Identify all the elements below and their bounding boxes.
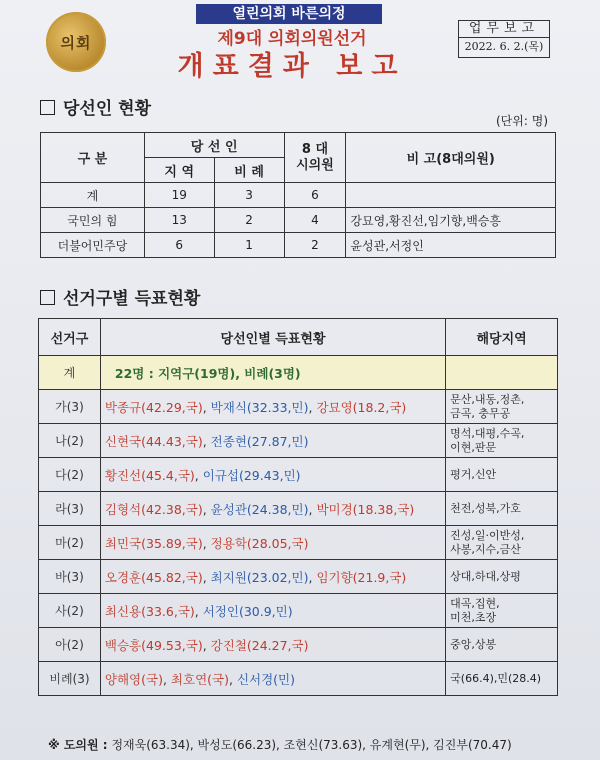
candidate-result: 최신용(33.6,국) — [104, 603, 195, 619]
candidates-cell: 김형석(42.38,국), 윤성관(24.38,민), 박미경(18.38,국) — [100, 492, 445, 526]
candidate-result: 백승흥(49.53,국) — [104, 637, 203, 653]
header-note: 비 고(8대의원) — [346, 133, 556, 183]
candidates-cell: 양해영(국), 최호연(국), 신서경(민) — [100, 662, 445, 696]
candidates-cell: 오경훈(45.82,국), 최지원(23.02,민), 임기향(21.9,국) — [100, 560, 445, 594]
table-row — [39, 526, 558, 560]
candidate-result: 윤성관(24.38,민) — [210, 501, 309, 517]
candidate-result: 강진철(24.27,국) — [210, 637, 309, 653]
unit-label: (단위: 명) — [496, 114, 548, 128]
header-district: 선거구 — [39, 319, 101, 356]
candidates-cell: 박종규(42.29,국), 박재식(32.33,민), 강묘영(18.2,국) — [100, 390, 445, 424]
district-cell: 사(2) — [39, 594, 101, 628]
table-row: 계 19 3 6 — [41, 183, 556, 208]
header-votes: 당선인별 득표현황 — [100, 319, 445, 356]
district-cell: 라(3) — [39, 492, 101, 526]
area-cell: 천전,성북,가호 — [446, 492, 558, 526]
footer-note: ※ 도의원 : 정재욱(63.34), 박성도(66.23), 조현신(73.63), 유계현(무), 김진부(70.47) — [48, 738, 512, 752]
candidate-result: 오경훈(45.82,국) — [104, 569, 203, 585]
district-cell: 바(3) — [39, 560, 101, 594]
candidates-cell: 최민국(35.89,국), 정용학(28.05,국) — [100, 526, 445, 560]
table-row — [39, 594, 558, 628]
area-cell: 문산,내동,정촌, 금곡, 충무공 — [446, 390, 558, 424]
district-cell: 아(2) — [39, 628, 101, 662]
candidate-result: 정용학(28.05,국) — [210, 535, 309, 551]
slogan-banner: 열린의회 바른의정 — [196, 4, 382, 24]
district-cell: 다(2) — [39, 458, 101, 492]
area-cell: 중앙,상봉 — [446, 628, 558, 662]
section-votes-title: 선거구별 득표현황 — [40, 284, 200, 309]
candidate-result: 최민국(35.89,국) — [104, 535, 203, 551]
council-seal-icon: 의회 — [46, 12, 106, 72]
header-category: 구 분 — [41, 133, 145, 183]
area-cell: 명석,대평,수곡, 이현,판문 — [446, 424, 558, 458]
candidate-result: 전종현(27.87,민) — [210, 433, 309, 449]
header-district: 지 역 — [144, 158, 214, 183]
candidate-result: 강묘영(18.2,국) — [316, 399, 407, 415]
checkbox-square-icon — [40, 290, 55, 305]
candidate-result: 황진선(45.4,국) — [104, 467, 195, 483]
area-cell: 진성,일·이반성, 사봉,지수,금산 — [446, 526, 558, 560]
table-row — [39, 492, 558, 526]
candidate-result: 박재식(32.33,민) — [210, 399, 309, 415]
candidates-cell: 신현국(44.43,국), 전종현(27.87,민) — [100, 424, 445, 458]
candidate-result: 임기향(21.9,국) — [316, 569, 407, 585]
candidate-result: 신서경(민) — [236, 671, 295, 687]
table-row: 국민의 힘 13 2 4 강묘영,황진선,임기향,백승흥 — [41, 208, 556, 233]
votes-table — [38, 318, 558, 696]
candidate-result: 양해영(국) — [104, 671, 163, 687]
header-area: 해당지역 — [446, 319, 558, 356]
report-label: 업무보고 — [468, 21, 540, 36]
district-cell: 가(3) — [39, 390, 101, 424]
district-cell: 나(2) — [39, 424, 101, 458]
report-box — [458, 20, 550, 58]
elected-summary-table — [40, 132, 556, 258]
report-subtitle: 제9대 의회의원선거 — [217, 29, 367, 49]
candidate-result: 신현국(44.43,국) — [104, 433, 203, 449]
table-row — [39, 662, 558, 696]
area-cell: 평거,신안 — [446, 458, 558, 492]
candidate-result: 박미경(18.38,국) — [316, 501, 415, 517]
checkbox-square-icon — [40, 100, 55, 115]
candidates-cell: 최신용(33.6,국), 서정인(30.9,민) — [100, 594, 445, 628]
district-cell: 비례(3) — [39, 662, 101, 696]
table-row — [39, 458, 558, 492]
table-row — [39, 628, 558, 662]
area-cell: 국(66.4),민(28.4) — [446, 662, 558, 696]
candidate-result: 서정인(30.9,민) — [202, 603, 293, 619]
total-row: 계 22명 : 지역구(19명), 비례(3명) — [39, 356, 558, 390]
candidate-result: 이규섭(29.43,민) — [202, 467, 301, 483]
candidate-result: 최호연(국) — [170, 671, 229, 687]
table-row — [39, 560, 558, 594]
table-row — [39, 390, 558, 424]
table-row — [39, 424, 558, 458]
candidate-result: 박종규(42.29,국) — [104, 399, 203, 415]
header-council8: 8 대 시의원 — [284, 133, 346, 183]
district-cell: 마(2) — [39, 526, 101, 560]
candidate-result: 김형석(42.38,국) — [104, 501, 203, 517]
report-date: 2022. 6. 2.(목) — [459, 37, 549, 56]
table-row: 더불어민주당 6 1 2 윤성관,서정인 — [41, 233, 556, 258]
area-cell: 상대,하대,상평 — [446, 560, 558, 594]
candidate-result: 최지원(23.02,민) — [210, 569, 309, 585]
candidates-cell: 백승흥(49.53,국), 강진철(24.27,국) — [100, 628, 445, 662]
section-elected-title: 당선인 현황 — [40, 94, 151, 119]
report-title: 개표결과 보고 — [177, 51, 407, 82]
header-proportional: 비 례 — [214, 158, 284, 183]
candidates-cell: 황진선(45.4,국), 이규섭(29.43,민) — [100, 458, 445, 492]
area-cell: 대곡,집현, 미천,초장 — [446, 594, 558, 628]
header-elected: 당 선 인 — [144, 133, 284, 158]
